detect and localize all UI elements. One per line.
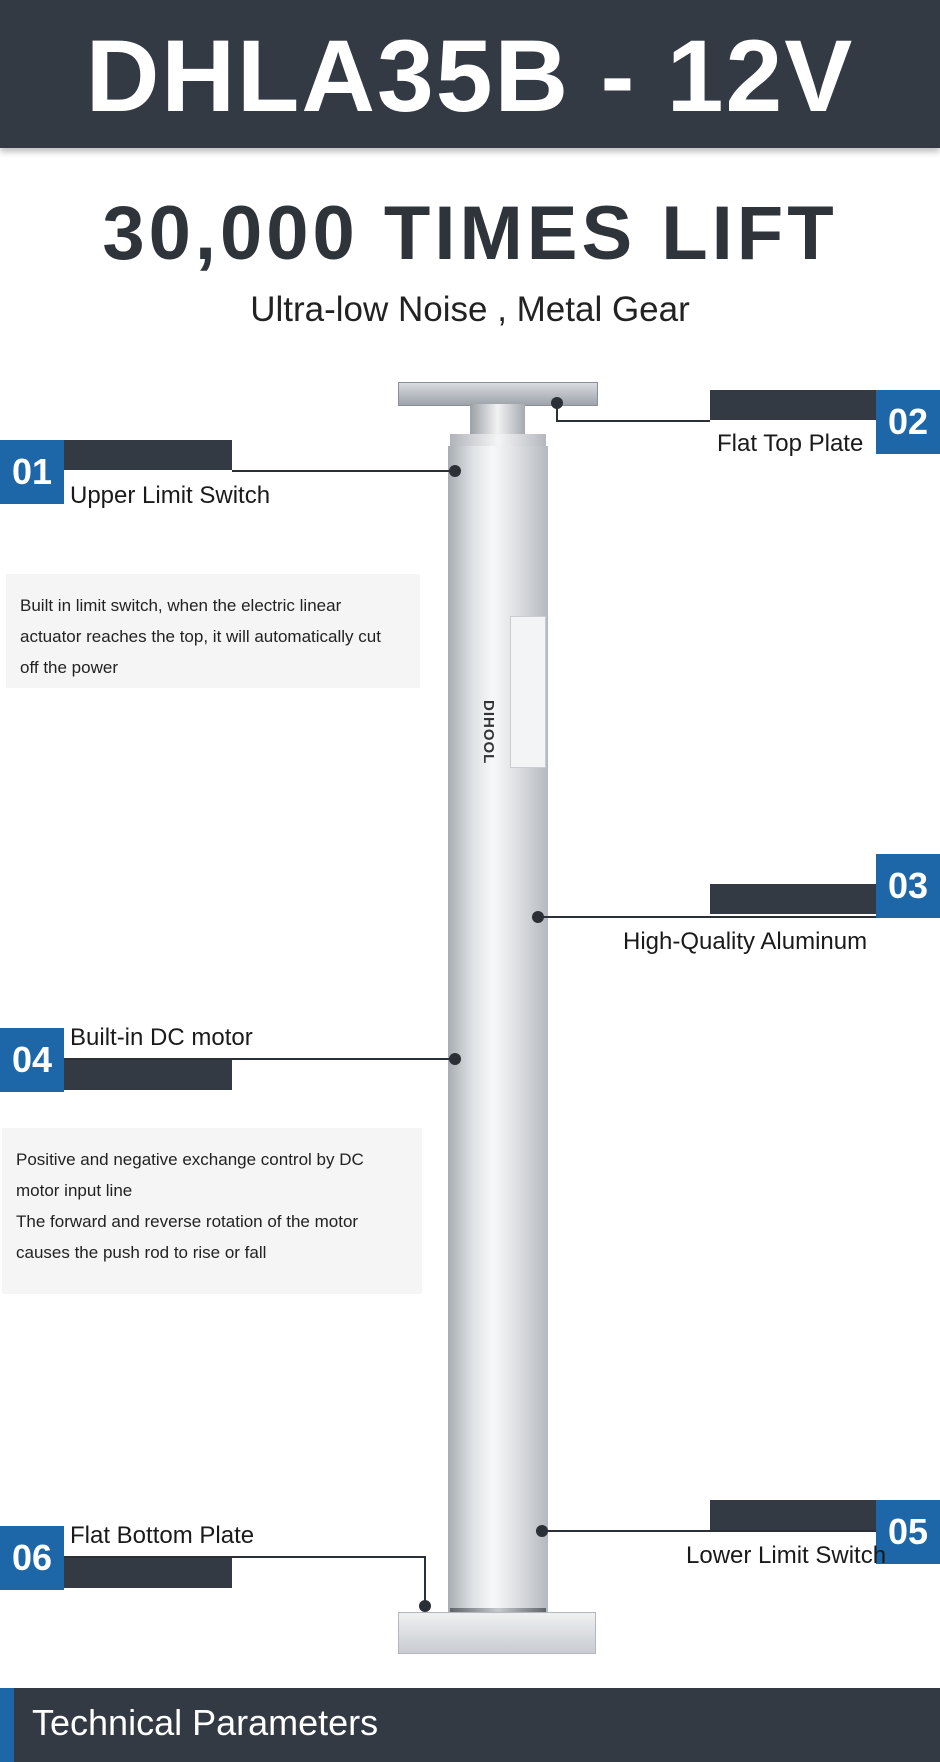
tube-collar	[450, 434, 546, 446]
feature-01-label: Upper Limit Switch	[70, 482, 271, 509]
feature-06-label: Flat Bottom Plate	[70, 1522, 255, 1549]
brand-label: DIHOOL	[480, 700, 497, 765]
feature-01-description	[6, 574, 420, 688]
feature-06-leader-line-vertical	[424, 1556, 426, 1604]
bottom-plate	[398, 1612, 596, 1654]
headline: 30,000 TIMES LIFT	[102, 191, 838, 276]
feature-05-number: 05	[876, 1500, 940, 1564]
feature-02-marker	[551, 397, 563, 409]
description-line: actuator reaches the top, it will automatically cut	[20, 627, 381, 646]
description-line: Built in limit switch, when the electric linear	[20, 596, 342, 615]
feature-04-leader-line	[64, 1058, 454, 1060]
product-title: DHLA35B - 12V	[85, 19, 855, 133]
feature-03-number: 03	[876, 854, 940, 918]
feature-02-leader-line	[556, 420, 710, 422]
footer-accent	[0, 1688, 14, 1762]
feature-03-bar	[710, 884, 876, 914]
feature-04-label: Built-in DC motor	[70, 1024, 253, 1051]
feature-01-leader-line	[232, 470, 454, 472]
top-plate	[398, 382, 598, 406]
feature-01-bar	[64, 440, 232, 470]
description-line: off the power	[20, 658, 118, 677]
description-line: The forward and reverse rotation of the motor	[16, 1212, 359, 1231]
subheadline: Ultra-low Noise , Metal Gear	[250, 290, 690, 329]
feature-02-bar	[710, 390, 876, 420]
feature-05-bar	[710, 1500, 876, 1530]
feature-05-leader-line	[544, 1530, 876, 1532]
description-line: Positive and negative exchange control by DC	[16, 1150, 364, 1169]
feature-02-label: Flat Top Plate	[717, 430, 864, 457]
feature-06-marker	[419, 1600, 431, 1612]
feature-06-number: 06	[0, 1526, 64, 1590]
feature-03-label: High-Quality Aluminum	[623, 928, 868, 955]
feature-01-number: 01	[0, 440, 64, 504]
feature-03-leader-line	[540, 916, 876, 918]
feature-01-marker	[449, 465, 461, 477]
section-title: Technical Parameters	[32, 1702, 379, 1743]
feature-03-marker	[532, 911, 544, 923]
feature-06-leader-line	[64, 1556, 426, 1558]
description-line: motor input line	[16, 1181, 133, 1200]
push-rod	[470, 404, 525, 434]
feature-04-bar	[64, 1060, 232, 1090]
feature-06-bar	[64, 1558, 232, 1588]
feature-05-marker	[536, 1525, 548, 1537]
feature-05-label: Lower Limit Switch	[686, 1542, 887, 1569]
feature-04-marker	[449, 1053, 461, 1065]
product-sticker	[510, 616, 546, 768]
feature-04-number: 04	[0, 1028, 64, 1092]
feature-04-description	[2, 1128, 422, 1294]
description-line: causes the push rod to rise or fall	[16, 1243, 267, 1262]
feature-02-number: 02	[876, 390, 940, 454]
